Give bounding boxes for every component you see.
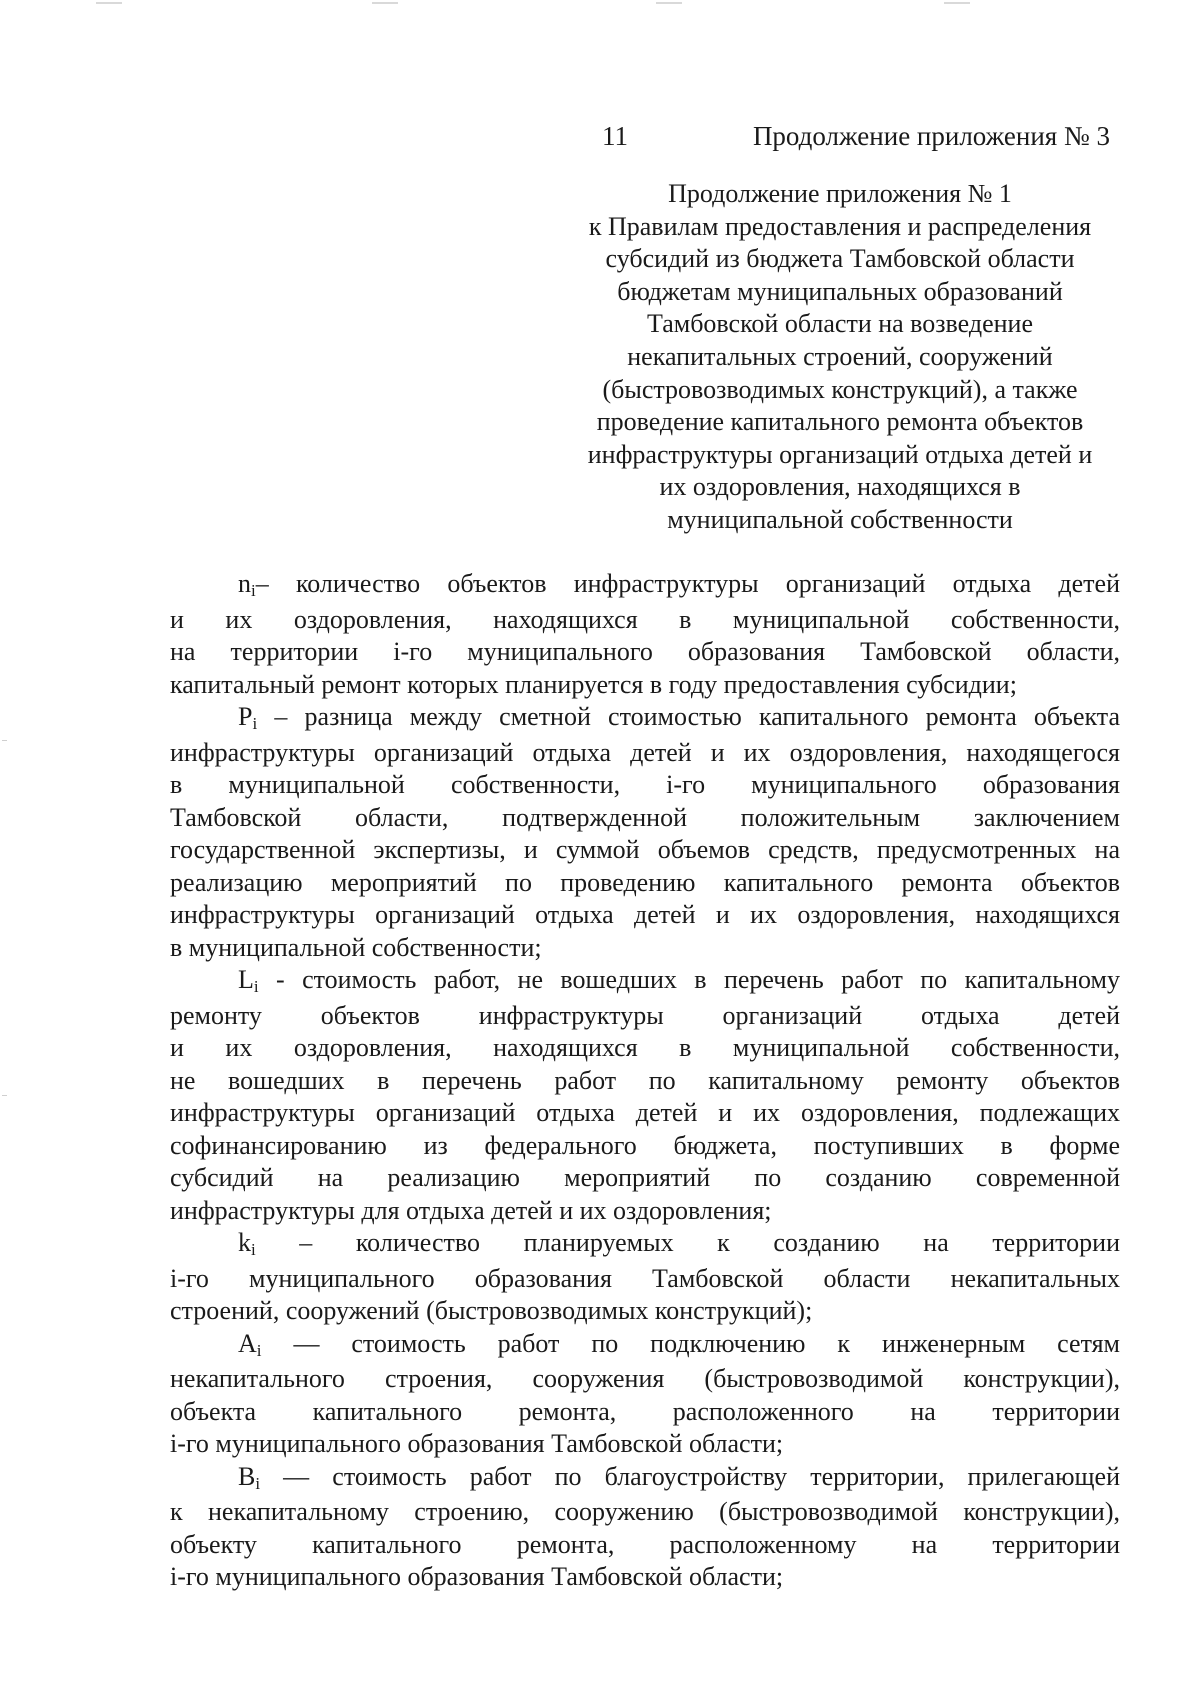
definition-paragraph — [170, 964, 1120, 1227]
formula-variable: n — [238, 569, 251, 598]
appendix-reference-line: инфраструктуры организаций отдыха детей и — [587, 439, 1093, 469]
definition-line: ремонту объектов инфраструктуры организаций отдыха детей — [170, 1000, 1120, 1030]
page-header — [590, 118, 1110, 154]
variable-subscript: i — [252, 714, 258, 733]
definition-first-line — [170, 568, 1120, 604]
definition-paragraph — [170, 1461, 1120, 1594]
formula-variable: L — [238, 965, 254, 994]
formula-variable: A — [238, 1328, 257, 1358]
definition-line: и их оздоровления, находящихся в муниципальной собственности, — [170, 1033, 1120, 1062]
definition-line: инфраструктуры организаций отдыха детей и их оздоровления, находящихся — [170, 900, 1120, 929]
appendix-continuation-label: Продолжение приложения № 3 — [752, 121, 1110, 151]
variable-subscript: i — [255, 1473, 261, 1493]
definition-line: объекту капитального ремонта, расположенному на территории — [170, 1529, 1120, 1559]
definition-line: объекта капитального ремонта, расположенного на территории — [170, 1396, 1120, 1426]
variable-subscript: i — [253, 977, 259, 996]
definition-text: – количество объектов инфраструктуры организаций отдыха детей — [255, 569, 1120, 598]
scan-artifact — [944, 2, 970, 4]
definition-text: – разница между сметной стоимостью капитального ремонта объекта — [257, 702, 1120, 731]
appendix-reference-line: субсидий из бюджета Тамбовской области — [605, 244, 1075, 274]
formula-variable: P — [238, 702, 253, 731]
definition-line: капитальный ремонт которых планируется в году предоставления субсидии; — [170, 669, 1017, 699]
formula-variable: B — [238, 1461, 256, 1491]
definition-line: i-го муниципального образования Тамбовской области; — [170, 1562, 784, 1591]
variable-subscript: i — [256, 1340, 262, 1360]
definition-line: некапитального строения, сооружения (быстровозводимой конструкции), — [170, 1364, 1120, 1393]
definition-paragraph — [170, 1328, 1120, 1461]
definition-paragraph — [170, 568, 1120, 701]
definition-text: — стоимость работ по подключению к инженерным сетям — [261, 1328, 1120, 1358]
appendix-reference-line: (быстровозводимых конструкций), а также — [602, 374, 1078, 404]
definition-text: – количество планируемых к созданию на территории — [255, 1228, 1120, 1257]
definition-line: Тамбовской области, подтвержденной положительным заключением — [170, 802, 1120, 832]
appendix-reference-line: проведение капитального ремонта объектов — [596, 407, 1084, 437]
definition-line: реализацию мероприятий по проведению капитального ремонта объектов — [170, 867, 1120, 897]
appendix-reference-line: некапитальных строений, сооружений — [627, 341, 1053, 371]
appendix-reference-line: к Правилам предоставления и распределения — [588, 211, 1092, 241]
appendix-reference-line: их оздоровления, находящихся в — [659, 472, 1021, 502]
definition-paragraph — [170, 701, 1120, 964]
definition-line: к некапитальному строению, сооружению (быстровозводимой конструкции), — [170, 1497, 1120, 1526]
definition-first-line — [170, 964, 1120, 1000]
definition-line: инфраструктуры организаций отдыха детей и их оздоровления, находящегося — [170, 737, 1120, 767]
appendix-reference-line: Продолжение приложения № 1 — [668, 179, 1012, 208]
definition-line: i-го муниципального образования Тамбовской области; — [170, 1429, 784, 1458]
appendix-reference-line: муниципальной собственности — [667, 504, 1013, 534]
definition-line: строений, сооружений (быстровозводимых конструкций); — [170, 1296, 813, 1325]
scan-artifact — [372, 2, 398, 4]
scan-artifact — [96, 2, 122, 4]
definition-first-line — [170, 1328, 1120, 1364]
definition-text: — стоимость работ по благоустройству территории, прилегающей — [260, 1461, 1120, 1491]
variable-subscript: i — [251, 581, 256, 600]
definition-first-line — [170, 701, 1120, 737]
scan-artifact — [2, 1095, 7, 1096]
definition-line: субсидий на реализацию мероприятий по созданию современной — [170, 1163, 1120, 1192]
variable-subscript: i — [251, 1240, 256, 1259]
definition-line: софинансированию из федерального бюджета, поступивших в форме — [170, 1130, 1120, 1160]
appendix-reference-line: бюджетам муниципальных образований — [617, 276, 1063, 306]
definition-line: государственной экспертизы, и суммой объемов средств, предусмотренных на — [170, 835, 1120, 864]
definition-line: и их оздоровления, находящихся в муниципальной собственности, — [170, 604, 1120, 634]
definition-line: инфраструктуры организаций отдыха детей и их оздоровления, подлежащих — [170, 1098, 1120, 1127]
definition-line: на территории i-го муниципального образования Тамбовской области, — [170, 637, 1120, 666]
scan-artifact — [2, 740, 7, 741]
scan-artifact — [656, 2, 682, 4]
formula-variable: k — [238, 1228, 251, 1257]
definitions-body — [170, 568, 1120, 1594]
appendix-reference-block — [560, 178, 1120, 537]
definition-first-line — [170, 1227, 1120, 1263]
definition-first-line — [170, 1461, 1120, 1497]
definition-line: не вошедших в перечень работ по капитальному ремонту объектов — [170, 1065, 1120, 1095]
definition-line: i-го муниципального образования Тамбовской области некапитальных — [170, 1263, 1120, 1293]
definition-paragraph — [170, 1227, 1120, 1328]
page-number: 11 — [602, 121, 628, 151]
definition-line: в муниципальной собственности; — [170, 932, 542, 962]
definition-line: в муниципальной собственности, i-го муниципального образования — [170, 770, 1120, 799]
appendix-reference-line: Тамбовской области на возведение — [646, 309, 1034, 339]
definition-line: инфраструктуры для отдыха детей и их оздоровления; — [170, 1195, 772, 1225]
definition-text: - стоимость работ, не вошедших в перечень работ по капитальному — [258, 965, 1120, 994]
